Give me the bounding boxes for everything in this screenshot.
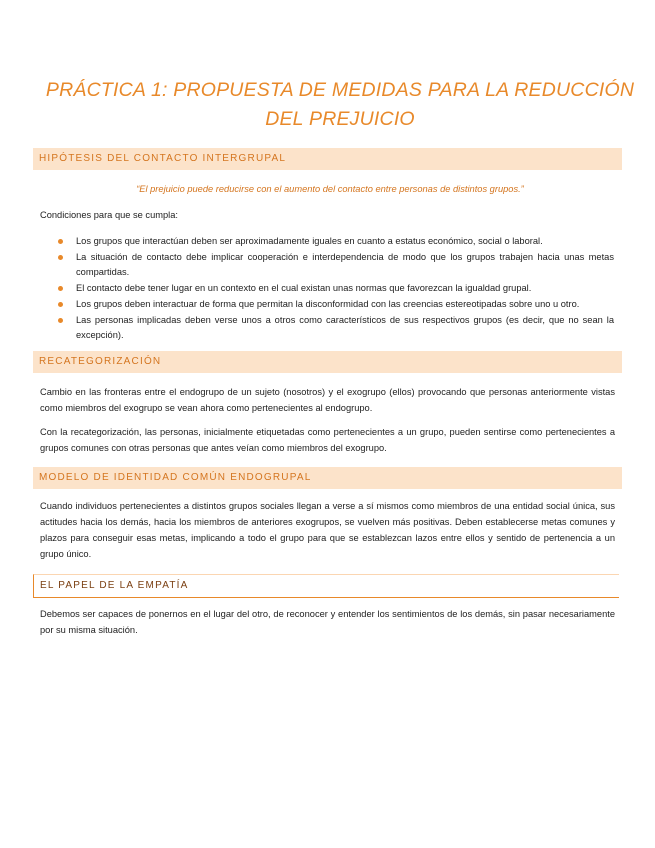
conditions-intro: Condiciones para que se cumpla: [40, 210, 178, 220]
section-heading-label: MODELO DE IDENTIDAD COMÚN ENDOGRUPAL [39, 472, 312, 483]
list-item-text: Los grupos que interactúan deben ser aproximadamente iguales en cuanto a estatus económico, social o laboral. [76, 236, 543, 246]
page-title: PRÁCTICA 1: PROPUESTA DE MEDIDAS PARA LA REDUCCIÓN DEL PREJUICIO [45, 79, 635, 130]
bullet-icon [58, 318, 63, 323]
hypothesis-quote: “El prejuicio puede reducirse con el aumento del contacto entre personas de distintos grupos.” [136, 184, 524, 194]
list-item [56, 297, 614, 312]
section-heading-label: EL PAPEL DE LA EMPATÍA [40, 580, 189, 591]
bullet-icon [58, 255, 63, 260]
section-heading-label: HIPÓTESIS DEL CONTACTO INTERGRUPAL [39, 153, 287, 164]
section-heading-recategorizacion [33, 351, 622, 373]
section-heading-modelo [33, 467, 622, 489]
paragraph: Con la recategorización, las personas, inicialmente etiquetadas como pertenecientes a un grupo, pueden sentirse como pertenecientes a grupos comunes con otras personas que antes veían como miembros del exogrupo. [40, 427, 615, 453]
bullet-icon [58, 302, 63, 307]
section-heading-empatia [33, 574, 619, 598]
list-item [56, 250, 614, 280]
list-item-text: La situación de contacto debe implicar cooperación e interdependencia de modo que los grupos trabajen hacia unas metas compartidas. [76, 252, 614, 277]
list-item [56, 281, 614, 296]
bullet-icon [58, 239, 63, 244]
conditions-list [56, 234, 614, 344]
list-item [56, 313, 614, 343]
list-item-text: Las personas implicadas deben verse unos a otros como característicos de sus respectivos grupos (es decir, que no sean la excepción). [76, 315, 614, 340]
section-heading-label: RECATEGORIZACIÓN [39, 356, 162, 367]
paragraph: Cambio en las fronteras entre el endogrupo de un sujeto (nosotros) y el exogrupo (ellos) provocando que personas anteriormente vistas como miembros del exogrupo se vean ahora como pertenecientes al endogrupo. [40, 387, 615, 413]
paragraph: Debemos ser capaces de ponernos en el lugar del otro, de reconocer y entender los sentimientos de los demás, sin pasar necesariamente por su misma situación. [40, 609, 615, 635]
list-item-text: El contacto debe tener lugar en un contexto en el cual existan unas normas que favorezcan la igualdad grupal. [76, 283, 532, 293]
bullet-icon [58, 286, 63, 291]
section-heading-hipotesis [33, 148, 622, 170]
paragraph: Cuando individuos pertenecientes a distintos grupos sociales llegan a verse a sí mismos como miembros de una entidad social única, sus actitudes hacia los demás, hacia los miembros de anteriores exogrupos, se vuelven más positivas. Deben establecerse metas comunes y plazos para conseguir esas metas, implicando a todo el grupo para que se establezcan lazos entre ellos y sentido de pertenencia a un grupo único. [40, 501, 615, 559]
list-item-text: Los grupos deben interactuar de forma que permitan la disconformidad con las creencias estereotipadas sobre uno u otro. [76, 299, 580, 309]
list-item [56, 234, 614, 249]
